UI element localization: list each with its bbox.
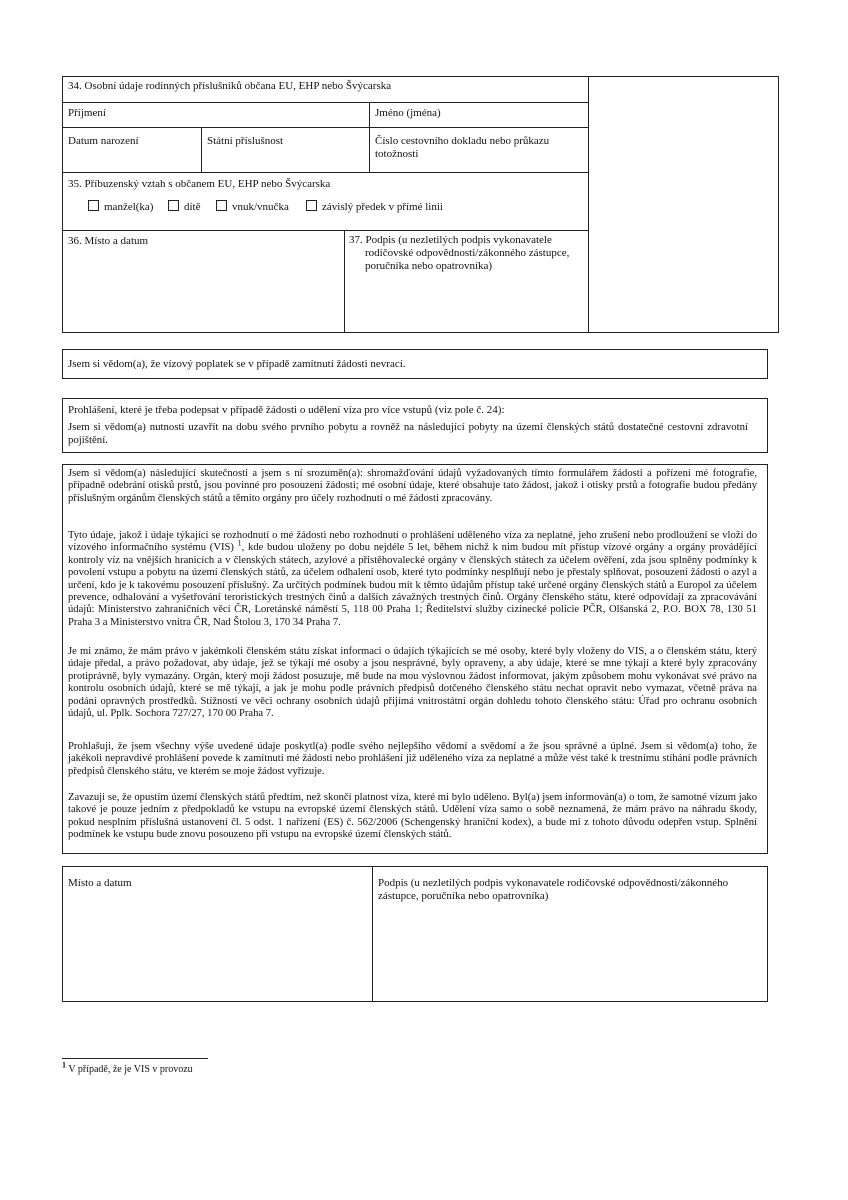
checkbox[interactable] xyxy=(88,200,99,211)
travel-document-label: Číslo cestovního dokladu nebo průkazu xyxy=(375,135,550,147)
relation-option-child[interactable]: dítě xyxy=(168,200,201,214)
final-signature-field[interactable] xyxy=(373,908,767,1000)
section-36-place-date-label: 36. Místo a datum xyxy=(68,235,149,247)
surname-field[interactable] xyxy=(63,120,368,126)
footnote xyxy=(62,1060,193,1076)
declaration-paragraph-1: Jsem si vědom(a) následující skutečnosti a jsem s ní srozuměn(a): shromažďování údajů vyžadovaných tímto formulářem žádosti a pořízení mé fotografie, případně odebrání otisků prstů, jsou povinné pro posouzení žádosti; mé osobní údaje, které obsahuje tato žádost, jakož i otisky prstů a fotografie budou předány příslušným orgánům členských států a těmito orgány pro účely rozhodnutí o mé žádosti zpracovány. xyxy=(68,468,757,504)
section-37-signature-label: 37. Podpis (u nezletilých podpis vykonavatele xyxy=(349,234,552,246)
checkbox[interactable] xyxy=(168,200,179,211)
checkbox[interactable] xyxy=(306,200,317,211)
footnote-separator xyxy=(62,1058,208,1059)
section-34-header: 34. Osobní údaje rodinných příslušníků občana EU, EHP nebo Švýcarska xyxy=(68,80,392,92)
place-date-field[interactable] xyxy=(63,252,343,330)
footnote-ref: 1 xyxy=(237,538,242,548)
birth-date-label: Datum narození xyxy=(68,135,139,147)
section-37-signature-label-2: rodičovské odpovědnosti/zákonného zástupce, xyxy=(365,247,570,259)
final-place-date-label: Místo a datum xyxy=(68,877,132,889)
final-place-date-field[interactable] xyxy=(63,895,371,1000)
declaration-paragraph-5: Zavazuji se, že opustím území členských států předtím, než skončí platnost víza, které mi bylo uděleno. Byl(a) jsem informován(a) o tom, že samotné vízum jako takové je pouze jedním z předpokladů ke vstupu na evropské území členských států. Udělení víza samo o sobě neznamená, že mám právo na náhradu škody, pokud nesplním příslušná ustanovení čl. 5 odst. 1 nařízení (ES) č. 562/2006 (Schengenský hraniční kodex), a bude mi z tohoto důvodu odepřen vstup. Splnění podmínek ke vstupu bude znovu posouzeno při vstupu na evropské území členských států. xyxy=(68,792,757,841)
relation-option-spouse[interactable]: manžel(ka) xyxy=(88,200,153,214)
relation-option-dependent[interactable]: závislý předek v přímé linii xyxy=(306,200,443,214)
multi-entry-title: Prohlášení, které je třeba podepsat v případě žádosti o udělení víza pro více vstupů (viz pole č. 24): xyxy=(68,404,505,416)
final-signature-label-2: zástupce, poručníka nebo opatrovníka) xyxy=(378,890,549,902)
travel-document-label-2: totožnosti xyxy=(375,148,419,160)
section-37-signature-label-3: poručníka nebo opatrovníka) xyxy=(365,260,493,272)
final-signature-label: Podpis (u nezletilých podpis vykonavatele rodičovské odpovědnosti/zákonného xyxy=(378,877,729,889)
given-name-label: Jméno (jména) xyxy=(375,107,441,119)
declaration-paragraph-4: Prohlašuji, že jsem všechny výše uvedené údaje poskytl(a) podle svého nejlepšího vědomí a svědomí a že jsou správné a úplné. Jsem si vědom(a) toho, že jakékoli nepravdivé prohlášení povede k zamítnutí mé žádosti nebo prohlášení již uděleného víza za neplatné a může vést také k trestnímu stíhání podle právních předpisů členského státu, ve kterém se moje žádost vyřizuje. xyxy=(68,741,757,777)
footnote-marker: 1 xyxy=(62,1060,66,1070)
surname-label: Příjmení xyxy=(68,107,106,119)
checkbox[interactable] xyxy=(216,200,227,211)
right-column-divider xyxy=(588,76,589,333)
declaration-paragraph-3: Je mi známo, že mám právo v jakémkoli členském státu získat informaci o údajích týkajících se mé osoby, které byly vloženy do VIS, a o členském státu, který údaje předal, a právo požadovat, aby údaje, jež se týkají mé osoby a jsou nesprávné, byly opraveny, a aby údaje, které se mne týkají a které byly zpracovány protiprávně, byly vymazány. Orgán, který moji žádost posuzuje, mě bude na mou výslovnou žádost informovat, jakým způsobem mohu vykonávat své právo na kontrolu osobních údajů, které se mě týkají, a jak je mohu podle právních předpisů dotčeného členského státu nechat opravit nebo vymazat, včetně práva na podání opravných prostředků. Stížnosti ve věci ochrany osobních údajů přijímá vnitrostátní orgán dohledu tohoto členského státu: Úřad pro ochranu osobních údajů, ul. Pplk. Sochora 727/27, 170 00 Praha 7. xyxy=(68,646,757,720)
given-name-field[interactable] xyxy=(370,120,587,126)
footnote-text: V případě, že je VIS v provozu xyxy=(68,1064,193,1075)
multi-entry-text: Jsem si vědom(a) nutnosti uzavřít na dobu svého prvního pobytu a rovněž na následující pobyty na území členských států dostatečné cestovní zdravotní pojištění. xyxy=(68,421,748,446)
section-35-header: 35. Příbuzenský vztah s občanem EU, EHP nebo Švýcarska xyxy=(68,178,331,190)
declaration-paragraph-2: Tyto údaje, jakož i údaje týkající se rozhodnutí o mé žádosti nebo rozhodnutí o prohlášení uděleného víza za neplatné, jeho zrušení nebo prodloužení se vloží do vízového informačního systému (VIS) $^1$, kde budou uloženy po dobu nejdéle 5 let, během nichž k nim budou mít přístup vízové orgány a orgány provádějící kontroly víz na vnějších hranicích a v členských státech, azylové a přistěhovalecké orgány v členských státech za účelem ověření, zda jsou splněny podmínky k povolení vstupu a pobytu na území členských států, za účelem odhalení osob, které tyto podmínky nesplňují nebo je přestaly splňovat, posouzení žádosti o azyl a určení, kdo je k takovému posouzení příslušný. Za určitých podmínek budou mít k těmto údajům přístup také určené orgány členských států a Europol za účelem prevence, odhalování a vyšetřování teroristických trestných činů a dalších závažných trestných činů. Orgány členského státu, které odpovídají za zpracovávání údajů: Ministerstvo zahraničních věcí ČR, Loretánské náměstí 5, 118 00 Praha 1; Ředitelství služby cizinecké policie PČR, Olšanská 2, P.O. BOX 78, 130 51 Praha 3 a Ministerstvo vnitra ČR, Nad Štolou 3, 170 34 Praha 7. xyxy=(68,530,757,628)
relation-option-grandchild[interactable]: vnuk/vnučka xyxy=(216,200,289,214)
signature-field[interactable] xyxy=(345,276,587,332)
fee-notice-text: Jsem si vědom(a), že vízový poplatek se v případě zamítnutí žádosti nevrací. xyxy=(68,358,406,370)
nationality-label: Státní příslušnost xyxy=(207,135,284,147)
